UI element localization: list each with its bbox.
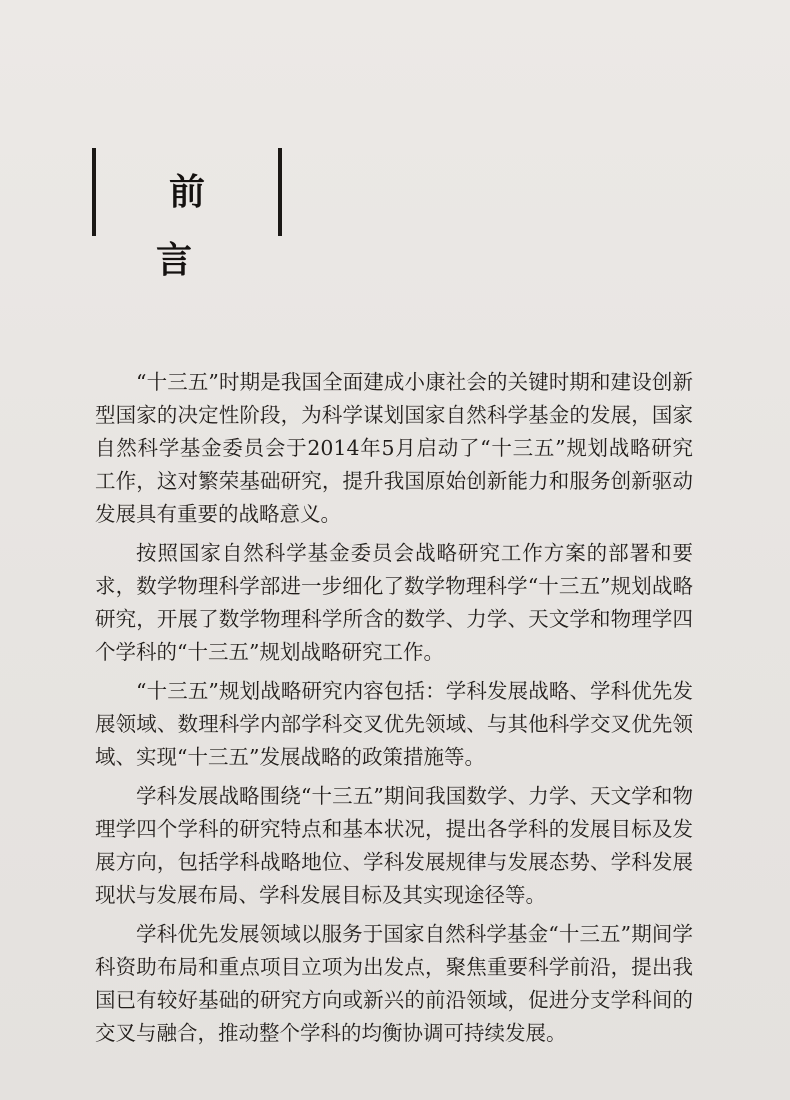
body-text xyxy=(95,366,693,1056)
heading-box xyxy=(92,148,282,281)
paragraph: 学科优先发展领域以服务于国家自然科学基金“十三五”期间学科资助布局和重点项目立项为出发点，聚焦重要科学前沿，提出我国已有较好基础的研究方向或新兴的前沿领域，促进分支学科间的交叉与融合，推动整个学科的均衡协调可持续发展。 xyxy=(95,922,693,1045)
heading-right-bar xyxy=(278,148,282,236)
paragraph: 按照国家自然科学基金委员会战略研究工作方案的部署和要求，数学物理科学部进一步细化了数学物理科学“十三五”规划战略研究，开展了数学物理科学所含的数学、力学、天文学和物理学四个学科的“十三五”规划战略研究工作。 xyxy=(95,541,693,664)
paragraph: “十三五”规划战略研究内容包括：学科发展战略、学科优先发展领域、数理科学内部学科交叉优先领域、与其他科学交叉优先领域、实现“十三五”发展战略的政策措施等。 xyxy=(95,679,693,769)
page-title: 前 言 xyxy=(155,171,231,281)
paragraph: “十三五”时期是我国全面建成小康社会的关键时期和建设创新型国家的决定性阶段，为科学谋划国家自然科学基金的发展，国家自然科学基金委员会于2014年5月启动了“十三五”规划战略研究工作，这对繁荣基础研究，提升我国原始创新能力和服务创新驱动发展具有重要的战略意义。 xyxy=(95,370,693,526)
paragraph: 学科发展战略围绕“十三五”期间我国数学、力学、天文学和物理学四个学科的研究特点和基本状况，提出各学科的发展目标及发展方向，包括学科战略地位、学科发展规律与发展态势、学科发展现状与发展布局、学科发展目标及其实现途径等。 xyxy=(95,784,693,907)
